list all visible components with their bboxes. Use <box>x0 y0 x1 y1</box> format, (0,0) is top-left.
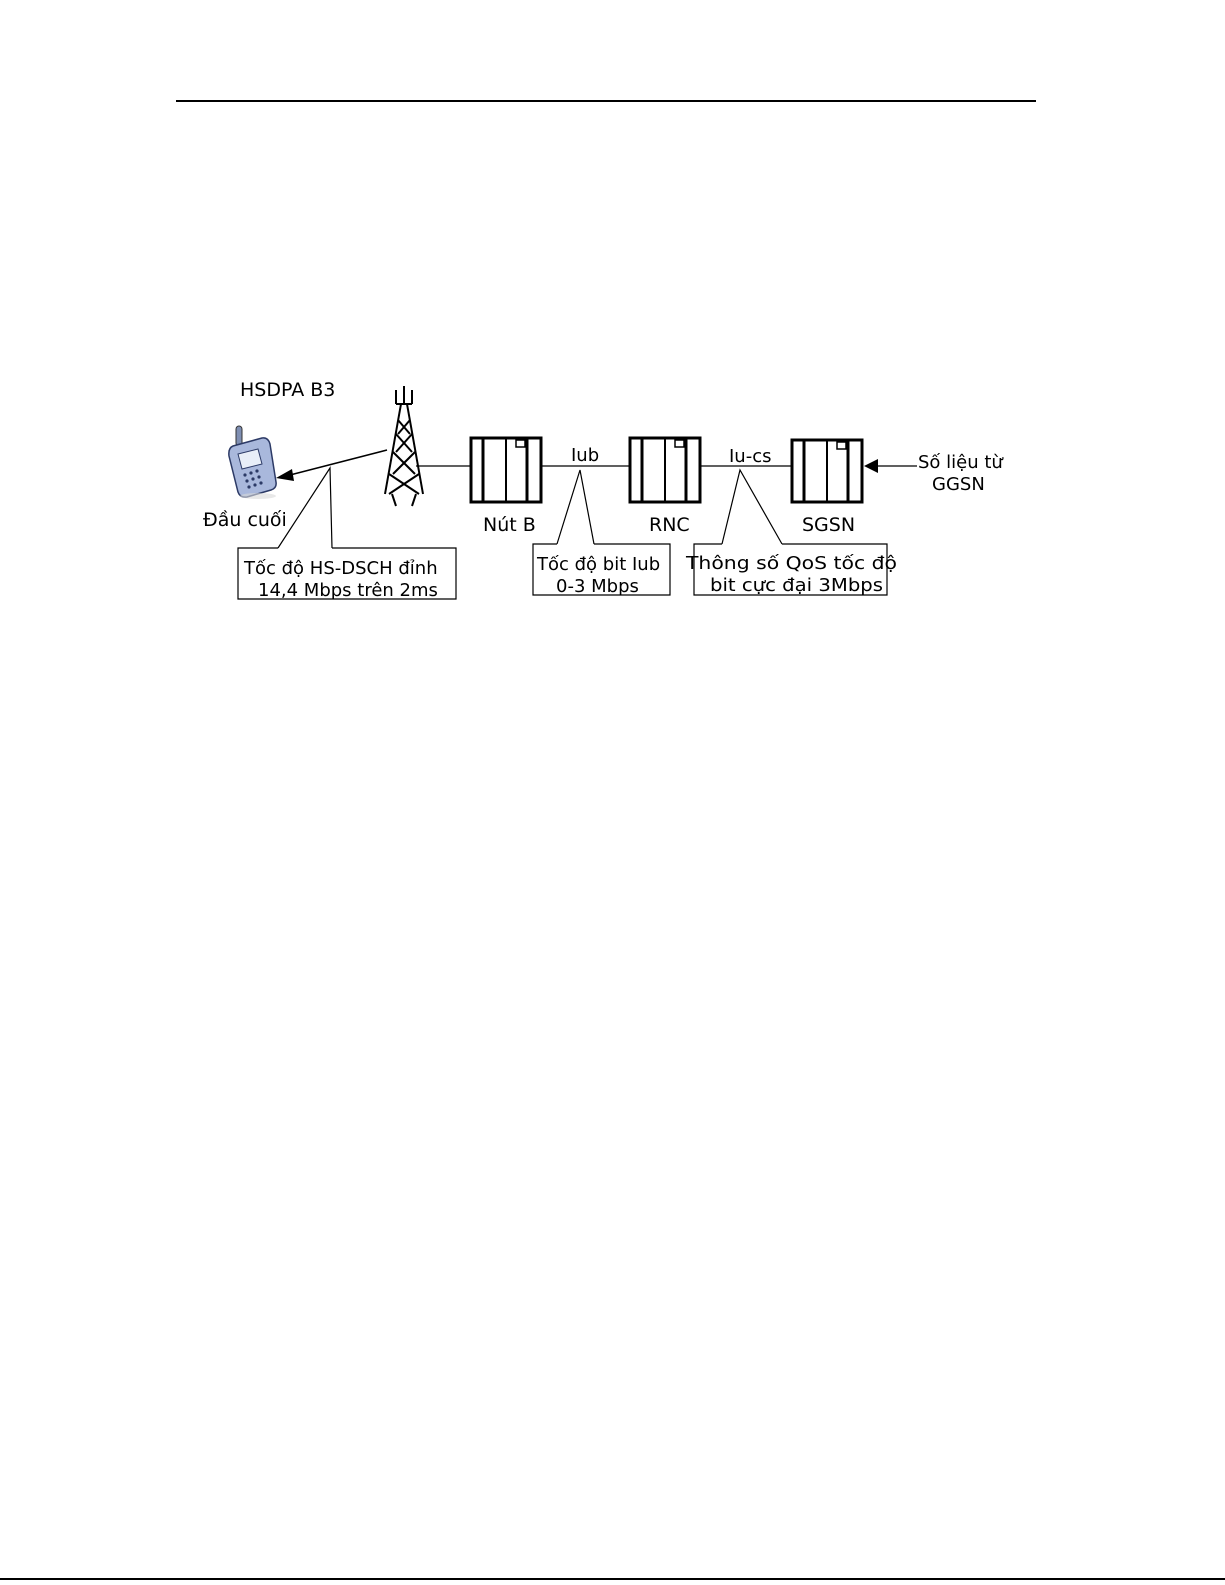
ggsn-arrow-head <box>864 459 878 473</box>
qos-callout-line2: bit cực đại 3Mbps <box>710 575 883 596</box>
sgsn-icon <box>792 440 862 502</box>
rnc-label: RNC <box>649 514 690 536</box>
terminal-label: Đầu cuối <box>203 509 287 531</box>
iucs-label: Iu-cs <box>729 446 772 467</box>
ggsn-label-line2: GGSN <box>932 474 985 495</box>
iub-rate-callout-line2: 0-3 Mbps <box>556 576 639 597</box>
iub-rate-callout-line1: Tốc độ bit Iub <box>537 554 661 575</box>
qos-callout-line1: Thông số QoS tốc độ <box>684 553 897 574</box>
downlink-arrow <box>276 450 387 481</box>
antenna-tower-icon <box>385 386 423 506</box>
mobile-phone-icon <box>229 426 276 499</box>
iub-label: Iub <box>571 445 600 466</box>
ggsn-label-line1: Số liệu từ <box>918 452 1003 473</box>
node-b-label: Nút B <box>483 514 536 536</box>
rnc-icon <box>630 438 700 502</box>
hsdsch-callout-line2: 14,4 Mbps trên 2ms <box>258 580 438 601</box>
hsdsch-callout-line1: Tốc độ HS-DSCH đỉnh <box>244 558 438 579</box>
ue-title: HSDPA B3 <box>240 379 336 401</box>
node-b-icon <box>471 438 541 502</box>
sgsn-label: SGSN <box>802 514 856 536</box>
